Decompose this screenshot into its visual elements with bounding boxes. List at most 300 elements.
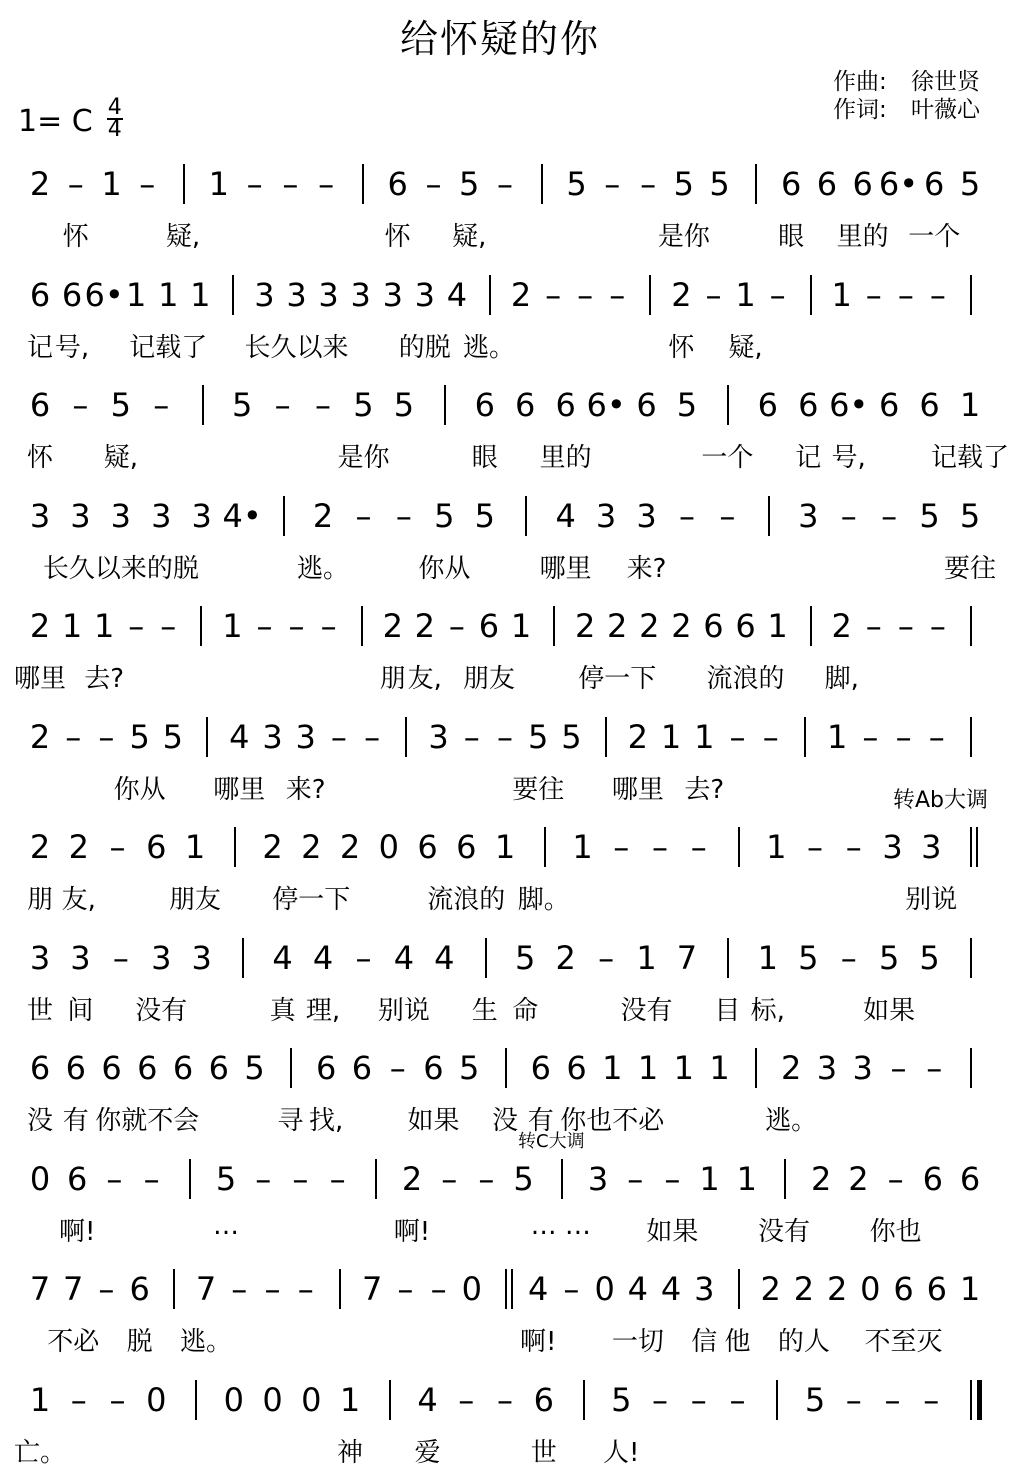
notes-row bbox=[0, 1255, 1000, 1315]
note: 6 bbox=[924, 165, 945, 203]
lyric: 有 bbox=[62, 1106, 89, 1136]
lyric: 记 bbox=[26, 332, 54, 363]
composer-label: 作曲: bbox=[833, 69, 887, 95]
notes-row bbox=[0, 261, 1000, 321]
lyric: 啊! bbox=[58, 1216, 96, 1247]
dash-mark: – bbox=[255, 1159, 272, 1198]
lyric: 不至灭 bbox=[864, 1327, 943, 1357]
lyric: 如果 bbox=[646, 1216, 699, 1247]
dash-mark: – bbox=[143, 1159, 160, 1198]
dash-mark: – bbox=[613, 828, 630, 866]
note: 2 bbox=[29, 607, 51, 645]
note: 6 bbox=[474, 386, 495, 424]
note: 2 bbox=[607, 607, 628, 645]
barline bbox=[727, 385, 729, 425]
dash-mark: – bbox=[389, 1049, 406, 1087]
note: 6 bbox=[29, 275, 51, 314]
note: 0 bbox=[223, 1380, 244, 1419]
note: 4 bbox=[393, 938, 415, 977]
note: 5 bbox=[919, 496, 940, 535]
score-system bbox=[0, 1255, 1000, 1359]
note: 3 bbox=[295, 717, 316, 756]
barline bbox=[505, 1269, 513, 1309]
note: 1 bbox=[572, 828, 593, 866]
dash-mark: – bbox=[563, 1270, 580, 1308]
note: 5 bbox=[611, 1380, 632, 1419]
barline bbox=[361, 606, 363, 646]
note: 3 bbox=[29, 496, 51, 535]
note: 6 bbox=[919, 386, 940, 424]
note: 0 bbox=[146, 1380, 167, 1419]
note: 5 bbox=[709, 165, 730, 203]
lyric: 朋 bbox=[26, 885, 54, 915]
lyric: 哪里 bbox=[539, 553, 592, 584]
dash-mark: – bbox=[652, 1380, 668, 1419]
note: 1 bbox=[826, 717, 848, 756]
dash-mark: – bbox=[769, 275, 786, 314]
note: 6 bbox=[515, 386, 536, 424]
key-name: 1= C bbox=[18, 103, 93, 139]
note: 2 bbox=[574, 607, 596, 645]
note: 6 bbox=[417, 828, 438, 866]
score-system bbox=[0, 482, 1000, 586]
note: 0 bbox=[29, 1159, 51, 1198]
lyrics-row bbox=[0, 210, 1000, 254]
notes-row bbox=[0, 1366, 1000, 1426]
note: 3 bbox=[29, 938, 51, 977]
score-system bbox=[0, 592, 1000, 696]
dash-mark: – bbox=[425, 165, 442, 203]
lyric: 眼 bbox=[778, 222, 805, 252]
note: 0 bbox=[594, 1270, 615, 1308]
notes-row bbox=[0, 813, 1000, 873]
dash-mark: – bbox=[397, 1270, 414, 1308]
dash-mark: – bbox=[678, 496, 695, 535]
note: 4 bbox=[627, 1270, 649, 1308]
dash-mark: – bbox=[690, 1380, 707, 1419]
notes-row bbox=[0, 482, 1000, 542]
time-denominator: 4 bbox=[107, 117, 122, 142]
barline bbox=[970, 827, 978, 867]
note: 6 bbox=[61, 275, 83, 314]
note: 3 bbox=[587, 1159, 609, 1198]
dash-mark: – bbox=[577, 275, 594, 314]
note: 2 bbox=[312, 496, 334, 535]
notes-row bbox=[0, 371, 1000, 431]
note: 6• bbox=[84, 275, 124, 314]
note: 5 bbox=[162, 717, 184, 756]
barline bbox=[283, 496, 285, 536]
dash-mark: – bbox=[762, 717, 779, 756]
lyric: 你也不必 bbox=[560, 1106, 665, 1136]
dash-mark: – bbox=[330, 717, 347, 756]
dash-mark: – bbox=[458, 1380, 475, 1419]
lyrics-row bbox=[0, 873, 1000, 917]
note: 1 bbox=[736, 1159, 757, 1198]
barline bbox=[202, 385, 204, 425]
note: 1 bbox=[699, 1159, 720, 1198]
barline bbox=[173, 1269, 175, 1309]
note: 1 bbox=[766, 828, 787, 866]
barline bbox=[784, 1159, 786, 1199]
lyric: 脚。 bbox=[517, 885, 570, 915]
note: 3 bbox=[382, 275, 403, 314]
dash-mark: – bbox=[807, 828, 823, 866]
barline bbox=[804, 717, 806, 757]
lyrics-row bbox=[0, 1094, 1000, 1138]
lyric: 号, bbox=[54, 332, 90, 363]
note: 5 bbox=[676, 386, 698, 424]
barline bbox=[405, 717, 407, 757]
dash-mark: – bbox=[98, 717, 115, 756]
lyric: 目 bbox=[714, 995, 741, 1026]
dash-mark: – bbox=[865, 607, 882, 645]
lyric: 来? bbox=[285, 774, 326, 805]
note: 1 bbox=[184, 828, 206, 866]
lyric: 没 bbox=[491, 1106, 519, 1136]
note: 5 bbox=[878, 938, 900, 977]
lyric: 不必 bbox=[47, 1327, 100, 1357]
lyrics-row bbox=[0, 763, 1000, 807]
note: 4 bbox=[446, 275, 468, 314]
note: 5 bbox=[459, 1049, 480, 1087]
lyric: 寻 bbox=[277, 1106, 304, 1136]
note: 1 bbox=[767, 607, 788, 645]
note: 0 bbox=[262, 1380, 283, 1419]
note: 5 bbox=[561, 717, 582, 756]
note: 3 bbox=[350, 275, 371, 314]
note: 7 bbox=[63, 1270, 84, 1308]
dash-mark: – bbox=[845, 828, 862, 866]
note: 5 bbox=[515, 938, 536, 977]
lyric: 怀 bbox=[62, 222, 89, 252]
barline bbox=[970, 606, 972, 646]
note: 2 bbox=[671, 275, 692, 314]
barline bbox=[605, 717, 607, 757]
dash-mark: – bbox=[139, 165, 156, 203]
dash-mark: – bbox=[705, 275, 722, 314]
note: 0 bbox=[378, 828, 399, 866]
lyric: 如果 bbox=[407, 1106, 460, 1136]
barline bbox=[583, 1380, 585, 1420]
note: 3 bbox=[262, 717, 283, 756]
note: 6 bbox=[67, 1159, 88, 1198]
dash-mark: – bbox=[112, 938, 129, 977]
lyric: 间 bbox=[67, 995, 94, 1026]
barline bbox=[649, 275, 651, 315]
note: 3 bbox=[414, 275, 435, 314]
dash-mark: – bbox=[264, 1270, 281, 1308]
note: 3 bbox=[286, 275, 307, 314]
barline bbox=[195, 1380, 197, 1420]
note: 6 bbox=[798, 386, 819, 424]
lyrics-row bbox=[0, 984, 1000, 1028]
lyric: 哪里 bbox=[213, 774, 266, 805]
dash-mark: – bbox=[65, 717, 82, 756]
dash-mark: – bbox=[881, 496, 898, 535]
note: 3 bbox=[636, 496, 657, 535]
lyric: 神 bbox=[336, 1437, 364, 1468]
lyric: … … bbox=[530, 1210, 591, 1241]
lyric: 命 bbox=[512, 995, 539, 1026]
lyric: 怀 bbox=[384, 222, 411, 252]
lyric: 来? bbox=[626, 553, 667, 584]
note: 5 bbox=[919, 938, 940, 977]
dash-mark: – bbox=[463, 717, 480, 756]
lyric: 朋友 bbox=[462, 664, 515, 694]
notes-row bbox=[0, 1034, 1000, 1094]
barline bbox=[970, 1380, 982, 1420]
dash-mark: – bbox=[865, 275, 882, 314]
note: 3 bbox=[816, 1049, 838, 1087]
barline bbox=[755, 164, 757, 204]
dash-mark: – bbox=[478, 1159, 495, 1198]
note: 6 bbox=[456, 828, 477, 866]
dash-mark: – bbox=[929, 275, 946, 314]
note: 1 bbox=[831, 275, 852, 314]
dash-mark: – bbox=[929, 607, 946, 645]
lyric: 里的 bbox=[539, 443, 592, 473]
dash-mark: – bbox=[70, 1380, 87, 1419]
dash-mark: – bbox=[282, 165, 299, 203]
note: 4 bbox=[660, 1270, 682, 1308]
note: 6 bbox=[893, 1270, 914, 1308]
note: 5 bbox=[244, 1049, 265, 1087]
lyric: 你从 bbox=[418, 553, 471, 584]
lyric: 停一下 bbox=[578, 664, 657, 694]
lyric: 怀 bbox=[668, 332, 695, 363]
score-system bbox=[0, 371, 1009, 475]
note: 6 bbox=[478, 607, 500, 645]
dash-mark: – bbox=[928, 717, 945, 756]
note: 2 bbox=[811, 1159, 832, 1198]
barline bbox=[232, 275, 234, 315]
note: 7 bbox=[195, 1270, 217, 1308]
lyric: 去? bbox=[684, 774, 725, 805]
dash-mark: – bbox=[719, 496, 736, 535]
dash-mark: – bbox=[72, 386, 89, 424]
note: 6 bbox=[878, 386, 900, 424]
dash-mark: – bbox=[895, 717, 912, 756]
dash-mark: – bbox=[109, 1380, 126, 1419]
barline bbox=[362, 164, 364, 204]
dash-mark: – bbox=[497, 165, 513, 203]
barline bbox=[339, 1269, 341, 1309]
lyric: 疑, bbox=[728, 332, 763, 363]
dash-mark: – bbox=[395, 496, 412, 535]
lyric: 信 bbox=[691, 1327, 718, 1357]
dash-mark: – bbox=[862, 717, 879, 756]
note: 6 bbox=[566, 1049, 587, 1087]
note: 5 bbox=[129, 717, 150, 756]
barline bbox=[189, 1159, 191, 1199]
note: 2 bbox=[671, 607, 692, 645]
lyric: 朋友 bbox=[168, 885, 222, 915]
notes-row bbox=[0, 924, 1000, 984]
barline bbox=[444, 385, 446, 425]
dash-mark: – bbox=[355, 496, 372, 535]
barline bbox=[183, 164, 185, 204]
lyric: 一个 bbox=[908, 222, 961, 252]
dash-mark: – bbox=[890, 1049, 907, 1087]
lyric: 记载了 bbox=[930, 443, 1009, 473]
note: 1 bbox=[660, 717, 682, 756]
note: 1 bbox=[190, 275, 211, 314]
note: 4 bbox=[417, 1380, 438, 1419]
dash-mark: – bbox=[109, 828, 126, 866]
score-system bbox=[0, 813, 1000, 917]
note: 6• bbox=[878, 165, 919, 203]
lyric: 停一下 bbox=[272, 885, 351, 915]
note: 1 bbox=[636, 938, 657, 977]
dash-mark: – bbox=[256, 607, 273, 645]
barline bbox=[234, 827, 236, 867]
notes-row bbox=[0, 150, 1000, 210]
barline bbox=[242, 938, 244, 978]
dash-mark: – bbox=[246, 165, 263, 203]
note: 3 bbox=[798, 496, 819, 535]
lyric: 疑, bbox=[103, 443, 138, 473]
lyric: 哪里 bbox=[13, 664, 67, 694]
note: 1 bbox=[637, 1049, 659, 1087]
lyric: 如果 bbox=[863, 995, 916, 1026]
barline bbox=[561, 1159, 563, 1199]
lyric: 生 bbox=[471, 995, 498, 1026]
barline bbox=[541, 164, 543, 204]
note: 0 bbox=[301, 1380, 322, 1419]
barline bbox=[389, 1380, 391, 1420]
lyric: 没 bbox=[26, 1106, 54, 1136]
barline bbox=[553, 606, 555, 646]
lyric: 逃。 bbox=[765, 1106, 818, 1136]
note: 3 bbox=[70, 938, 91, 977]
dash-mark: – bbox=[609, 275, 626, 314]
barline bbox=[810, 275, 812, 315]
dash-mark: – bbox=[320, 607, 337, 645]
barline bbox=[755, 1048, 757, 1088]
score-system bbox=[0, 150, 1000, 254]
note: 1 bbox=[709, 1049, 730, 1087]
note: 6 bbox=[423, 1049, 444, 1087]
dash-mark: – bbox=[926, 1049, 943, 1087]
dash-mark: – bbox=[640, 165, 657, 203]
barline bbox=[738, 1269, 740, 1309]
note: 3 bbox=[110, 496, 132, 535]
note: 2 bbox=[262, 828, 283, 866]
lyric: 你就不会 bbox=[95, 1106, 200, 1136]
time-signature bbox=[107, 95, 123, 142]
dash-mark: – bbox=[887, 1159, 904, 1198]
note: 5 bbox=[215, 1159, 237, 1198]
note: 5 bbox=[459, 165, 480, 203]
note: 5 bbox=[434, 496, 455, 535]
note: 3 bbox=[852, 1049, 873, 1087]
lyricist-label: 作词: bbox=[833, 97, 887, 123]
lyric: 爱 bbox=[414, 1437, 441, 1468]
note: 6 bbox=[387, 165, 408, 203]
lyric: 没有 bbox=[135, 995, 188, 1026]
note: 3 bbox=[70, 496, 91, 535]
note: 5 bbox=[959, 165, 981, 203]
lyrics-row bbox=[0, 431, 1009, 475]
note: 2 bbox=[414, 607, 435, 645]
lyric: 疑, bbox=[452, 222, 487, 252]
lyric: 理, bbox=[305, 995, 341, 1026]
lyric: 眼 bbox=[471, 443, 498, 473]
note: 6 bbox=[315, 1049, 337, 1087]
note: 6 bbox=[852, 165, 873, 203]
composer-name: 徐世贤 bbox=[911, 69, 980, 95]
composer-credit bbox=[833, 68, 980, 96]
note: 5 bbox=[231, 386, 253, 424]
dash-mark: – bbox=[292, 1159, 309, 1198]
note: 2 bbox=[627, 717, 649, 756]
note: 2 bbox=[848, 1159, 869, 1198]
barline bbox=[970, 275, 972, 315]
lyric: 人! bbox=[603, 1437, 640, 1468]
lyric: 世 bbox=[26, 995, 54, 1026]
note: 2 bbox=[639, 607, 660, 645]
note: 2 bbox=[339, 828, 361, 866]
lyric: 啊! bbox=[519, 1327, 557, 1357]
dash-mark: – bbox=[329, 1159, 346, 1198]
barline bbox=[738, 827, 740, 867]
lyric: 有 bbox=[527, 1106, 554, 1136]
lyricist-credit bbox=[833, 96, 980, 124]
note: 3 bbox=[318, 275, 339, 314]
note: 3 bbox=[151, 938, 172, 977]
note: 1 bbox=[694, 717, 715, 756]
dash-mark: – bbox=[729, 717, 746, 756]
lyric: 要往 bbox=[512, 774, 565, 805]
lyric: 一个 bbox=[701, 443, 754, 473]
note: 5 bbox=[804, 1380, 826, 1419]
note: 5 bbox=[798, 938, 819, 977]
key-signature bbox=[18, 95, 123, 142]
lyric: 的人 bbox=[777, 1327, 830, 1357]
note: 3 bbox=[921, 828, 942, 866]
lyric: 长久以来的脱 bbox=[42, 553, 199, 584]
note: 6 bbox=[959, 1159, 981, 1198]
note: 2 bbox=[29, 165, 51, 203]
note: 2 bbox=[401, 1159, 423, 1198]
barline bbox=[485, 938, 487, 978]
lyric: 啊! bbox=[393, 1216, 431, 1247]
note: 6 bbox=[926, 1270, 947, 1308]
note: 1 bbox=[959, 1270, 981, 1308]
lyrics-row bbox=[0, 1205, 1000, 1249]
note: 6 bbox=[533, 1380, 554, 1419]
lyric: 没有 bbox=[757, 1216, 811, 1247]
dash-mark: – bbox=[364, 717, 381, 756]
note: 1 bbox=[158, 275, 179, 314]
note: 5 bbox=[528, 717, 549, 756]
note: 1 bbox=[126, 275, 147, 314]
lyric: 长久以来 bbox=[244, 332, 349, 363]
note: 6 bbox=[172, 1049, 194, 1087]
note: 6 bbox=[65, 1049, 86, 1087]
barline bbox=[525, 496, 527, 536]
note: 3 bbox=[254, 275, 275, 314]
note: 3 bbox=[694, 1270, 715, 1308]
note: 6 bbox=[555, 386, 576, 424]
dash-mark: – bbox=[840, 496, 857, 535]
song-title: 给怀疑的你 bbox=[399, 17, 600, 61]
note: 6 bbox=[146, 828, 167, 866]
note: 2 bbox=[301, 828, 322, 866]
barline bbox=[970, 938, 972, 978]
note: 2 bbox=[382, 607, 403, 645]
